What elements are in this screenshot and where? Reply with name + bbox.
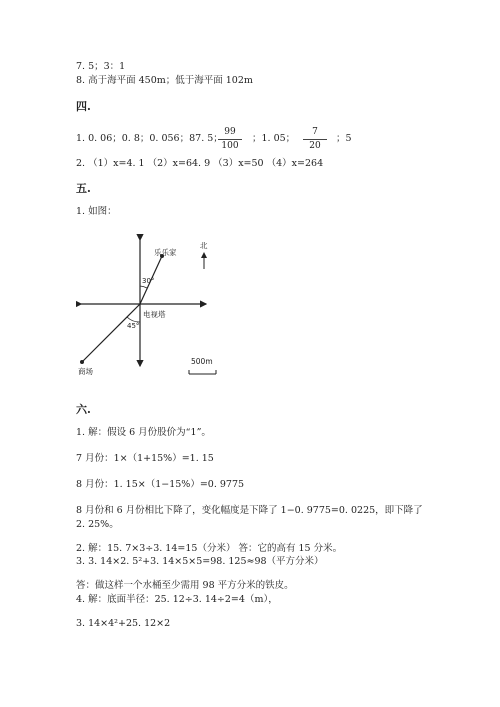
fraction-7-20 — [303, 127, 327, 152]
answer-4-1-prefix: 1. 0. 06；0. 8；0. 056；87. 5； — [76, 133, 223, 144]
direction-line-mall — [82, 304, 140, 362]
fraction-numerator: 99 — [224, 127, 236, 137]
answer-6-line-2: 7 月份：1×（1+15%）=1. 15 — [76, 453, 214, 464]
answer-6-line-8: 答：做这样一个水桶至少需用 98 平方分米的铁皮。 — [76, 580, 294, 591]
fraction-bar — [303, 139, 327, 140]
answer-3-8: 8. 高于海平面 450m；低于海平面 102m — [76, 75, 253, 86]
fraction-numerator: 7 — [312, 127, 318, 137]
fraction-denominator: 100 — [221, 141, 239, 151]
fraction-denominator: 20 — [309, 141, 321, 151]
answer-6-line-1: 1. 解：假设 6 月份股价为“1”。 — [76, 427, 211, 438]
angle-label-bottom: 45° — [127, 322, 140, 330]
fraction-bar — [218, 139, 242, 140]
answer-6-line-3: 8 月份：1. 15×（1−15%）=0. 9775 — [76, 479, 245, 490]
label-home: 乐乐家 — [154, 248, 177, 257]
section-6-heading: 六. — [76, 403, 91, 416]
answer-5-1: 1. 如图： — [76, 206, 117, 217]
label-north: 北 — [200, 241, 208, 250]
section-5-heading: 五. — [76, 182, 91, 195]
answer-4-1-mid: ；1. 05； — [252, 133, 296, 144]
label-tower: 电视塔 — [143, 310, 166, 319]
answer-6-line-6: 2. 解：15. 7×3÷3. 14=15（分米） 答：它的高有 15 分米。 — [76, 543, 343, 554]
answer-6-line-10: 3. 14×4²+25. 12×2 — [76, 618, 171, 629]
direction-diagram — [76, 234, 236, 384]
answer-6-line-7: 3. 3. 14×2. 5²+3. 14×5×5=98. 125≈98（平方分米） — [76, 556, 324, 567]
label-mall: 商场 — [78, 367, 93, 376]
scale-label: 500m — [191, 357, 213, 366]
answer-4-1-suffix: ；5 — [336, 133, 352, 144]
answer-4-2: 2. （1）x=4. 1 （2）x=64. 9 （3）x=50 （4）x=264 — [76, 158, 324, 169]
angle-arc-top — [140, 286, 147, 288]
section-4-heading: 四. — [76, 100, 91, 113]
fraction-99-100 — [218, 127, 242, 152]
answer-6-line-5: 2. 25%。 — [76, 519, 119, 530]
angle-label-top: 30° — [142, 277, 155, 285]
answer-6-line-4: 8 月份和 6 月份相比下降了，变化幅度是下降了 1−0. 9775=0. 0225，即下降了 — [76, 505, 423, 516]
direction-diagram-svg — [76, 234, 236, 384]
mall-point — [80, 360, 84, 364]
answer-3-7: 7. 5；3：1 — [76, 61, 126, 72]
answer-6-line-9: 4. 解：底面半径：25. 12÷3. 14÷2=4（m）， — [76, 594, 278, 605]
